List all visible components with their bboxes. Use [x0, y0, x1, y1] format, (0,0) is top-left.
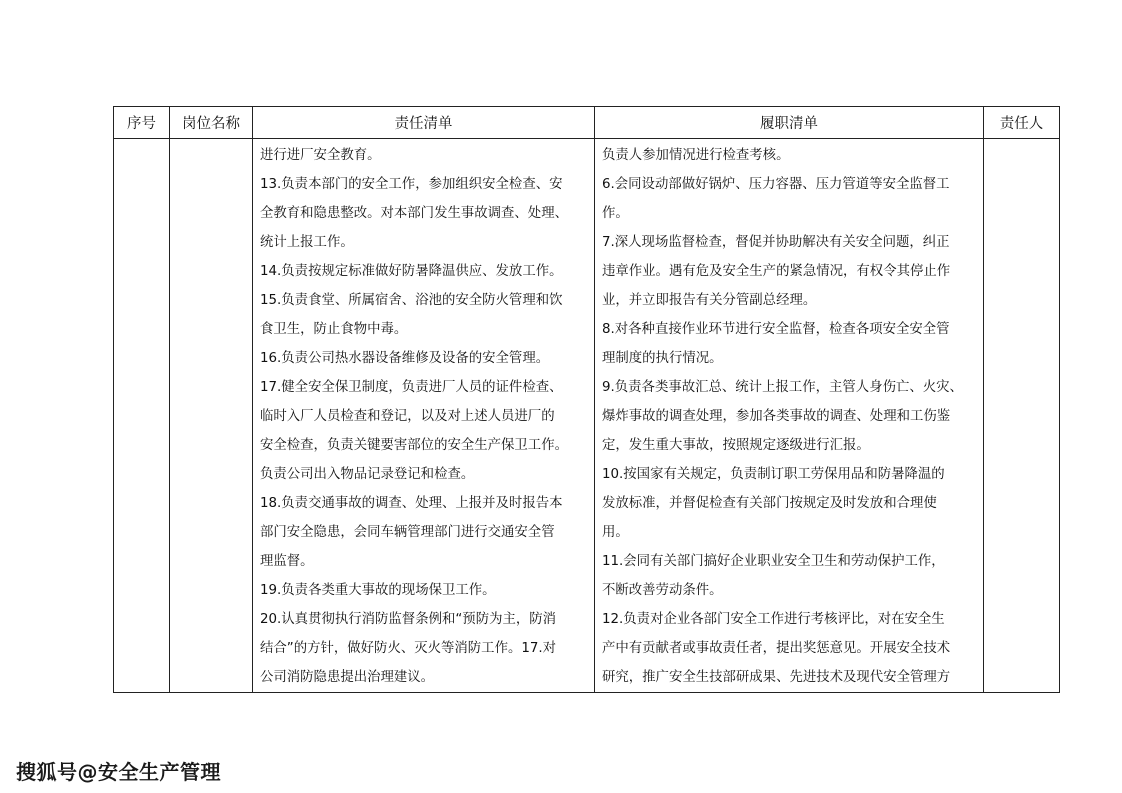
responsibility-line: 19.负责各类重大事故的现场保卫工作。	[260, 583, 496, 598]
duty-line: 用。	[602, 525, 629, 540]
duty-line: 11.会同有关部门搞好企业职业安全卫生和劳动保护工作，	[602, 554, 945, 569]
responsibility-line: 部门安全隐患，会同车辆管理部门进行交通安全管	[260, 525, 555, 540]
duty-line: 爆炸事故的调查处理，参加各类事故的调查、处理和工伤鉴	[602, 409, 951, 424]
responsibility-line: 理监督。	[260, 554, 314, 569]
responsibility-line: 进行进厂安全教育。	[260, 148, 381, 163]
duty-line: 业，并立即报告有关分管副总经理。	[602, 293, 817, 308]
responsibility-line: 食卫生，防止食物中毒。	[260, 322, 408, 337]
responsibility-line: 14.负责按规定标准做好防暑降温供应、发放工作。	[260, 264, 563, 279]
responsibility-line: 结合”的方针，做好防火、灭火等消防工作。17.对	[260, 641, 557, 656]
duty-line: 理制度的执行情况。	[602, 351, 723, 366]
responsibility-table	[113, 106, 1060, 693]
responsibility-line: 统计上报工作。	[260, 235, 354, 250]
header-responsibility-list: 责任清单	[253, 107, 595, 139]
responsibility-line: 17.健全安全保卫制度，负责进厂人员的证件检查、	[260, 380, 563, 395]
duty-cell	[595, 139, 984, 693]
duty-line: 研究，推广安全生技部研成果、先进技术及现代安全管理方	[602, 670, 951, 685]
header-serial-number: 序号	[114, 107, 170, 139]
header-responsible-person: 责任人	[984, 107, 1060, 139]
duty-line: 10.按国家有关规定，负责制订职工劳保用品和防暑降温的	[602, 467, 945, 482]
responsibility-line: 13.负责本部门的安全工作，参加组织安全检查、安	[260, 177, 563, 192]
duty-line: 9.负责各类事故汇总、统计上报工作，主管人身伤亡、火灾、	[602, 380, 963, 395]
duty-line: 发放标准，并督促检查有关部门按规定及时发放和合理使	[602, 496, 937, 511]
duty-line: 不断改善劳动条件。	[602, 583, 723, 598]
duty-line: 6.会同设动部做好锅炉、压力容器、压力管道等安全监督工	[602, 177, 950, 192]
duty-line: 7.深人现场监督检查，督促并协助解决有关安全问题，纠正	[602, 235, 950, 250]
watermark: 搜狐号@安全生产管理	[16, 760, 221, 784]
header-position-name: 岗位名称	[170, 107, 253, 139]
duty-line: 8.对各种直接作业环节进行安全监督，检查各项安全安全管	[602, 322, 950, 337]
responsibility-line: 16.负责公司热水器设备维修及设备的安全管理。	[260, 351, 550, 366]
responsibility-cell	[253, 139, 595, 693]
duty-line: 产中有贡献者或事故责任者，提出奖惩意见。开展安全技术	[602, 641, 951, 656]
responsibility-line: 15.负责食堂、所属宿舍、浴池的安全防火管理和饮	[260, 293, 563, 308]
duty-line: 违章作业。遇有危及安全生产的紧急情况，有权令其停止作	[602, 264, 951, 279]
responsibility-line: 负责公司出入物品记录登记和检查。	[260, 467, 475, 482]
duty-line: 作。	[602, 206, 629, 221]
responsibility-line: 18.负责交通事故的调查、处理、上报并及时报告本	[260, 496, 563, 511]
table-header-row	[114, 107, 1060, 139]
serial-number-cell	[114, 139, 170, 693]
responsibility-line: 全教育和隐患整改。对本部门发生事故调查、处理、	[260, 206, 568, 221]
responsibility-line: 公司消防隐患提出治理建议。	[260, 670, 435, 685]
duty-line: 负责人参加情况进行检查考核。	[602, 148, 790, 163]
table-row	[114, 139, 1060, 693]
duty-line: 定，发生重大事故，按照规定逐级进行汇报。	[602, 438, 870, 453]
position-name-cell	[170, 139, 253, 693]
responsibility-line: 20.认真贯彻执行消防监督条例和“预防为主，防消	[260, 612, 557, 627]
duty-line: 12.负责对企业各部门安全工作进行考核评比，对在安全生	[602, 612, 945, 627]
responsible-person-cell	[984, 139, 1060, 693]
responsibility-line: 临时入厂人员检查和登记，以及对上述人员进厂的	[260, 409, 555, 424]
header-duty-list: 履职清单	[595, 107, 984, 139]
responsibility-line: 安全检查，负责关键要害部位的安全生产保卫工作。	[260, 438, 568, 453]
